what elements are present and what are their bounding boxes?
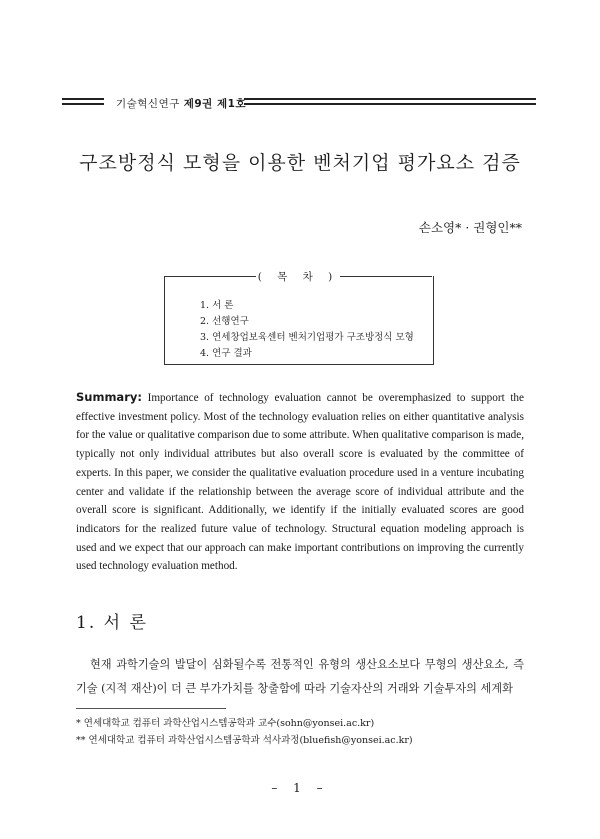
toc-item: 2. 선행연구 <box>200 316 249 327</box>
toc-top-rule-left <box>164 276 256 277</box>
abstract-text: Importance of technology evaluation cannot be overemphasized to support the effective investment policy. Most of the technology evaluation relies on either quantitative analysis for the value or qualitative comparison due to some attribute. When qualitative comparison is made, typically not only individual attributes but also overall score is evaluated by the committee of experts. In this paper, we consider the qualitative evaluation procedure used in a venture incubating center and validate if the relationship between the average score of individual attribute and the overall score is significant. Additionally, we identify if the initially evaluated scores are good indicators for the realized future value of technology. Structural equation modeling approach is used and we expect that our approach can make important contributions on improving the currently used technology evaluation method. <box>76 392 524 573</box>
journal-issue: 제9권 제1호 <box>183 98 247 110</box>
toc-list <box>200 298 414 362</box>
header-rule-right-top <box>244 98 536 100</box>
header-rule-right-bottom <box>244 103 536 105</box>
abstract-label: Summary: <box>76 390 142 404</box>
body-paragraph: 현재 과학기술의 발달이 심화될수록 전통적인 유형의 생산요소보다 무형의 생산요소, 즉 기술 (지적 재산)이 더 큰 부가가치를 창출함에 따라 기술자산의 거래와 기술투자의 세계화 <box>76 658 524 695</box>
toc-top-rule-right <box>340 276 432 277</box>
journal-header <box>116 96 246 111</box>
paper-title: 구조방정식 모형을 이용한 벤처기업 평가요소 검증 <box>79 152 521 174</box>
header-rule-left-top <box>62 98 104 100</box>
footnote: ** 연세대학교 컴퓨터 과학산업시스템공학과 석사과정(bluefish@yonsei.ac.kr) <box>76 735 413 746</box>
toc-item: 1. 서 론 <box>200 300 234 311</box>
toc-item: 3. 연세창업보육센터 벤처기업평가 구조방정식 모형 <box>200 332 414 343</box>
toc-item: 4. 연구 결과 <box>200 348 252 359</box>
page-number: – 1 – <box>271 781 329 795</box>
journal-name: 기술혁신연구 <box>116 98 180 110</box>
abstract <box>76 388 524 576</box>
footnotes <box>76 715 413 749</box>
toc-heading: ( 목 차 ) <box>257 271 339 283</box>
header-rule-left-bottom <box>62 103 104 105</box>
section-heading: 1. 서 론 <box>76 613 148 633</box>
footnote: * 연세대학교 컴퓨터 과학산업시스템공학과 교수(sohn@yonsei.ac.kr) <box>76 718 375 729</box>
paper-authors: 손소영* · 권형인** <box>418 220 522 235</box>
footnote-rule <box>76 708 226 709</box>
